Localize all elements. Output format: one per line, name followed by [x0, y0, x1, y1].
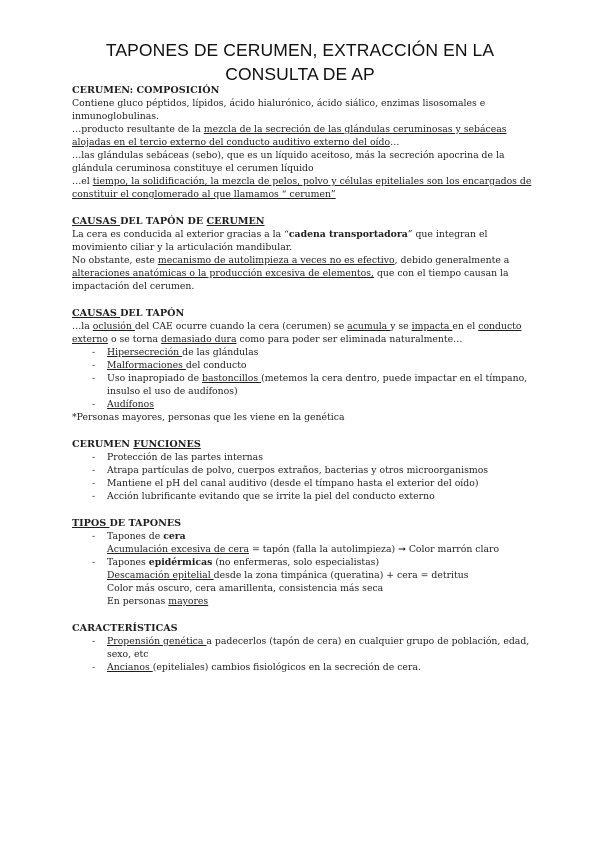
underlined-text: Acumulación excesiva de cera — [107, 544, 249, 555]
list-tipos — [72, 530, 532, 543]
list-caracteristicas — [72, 635, 532, 674]
underlined-text: mecanismo de autolimpieza a veces no es efectivo — [157, 255, 395, 266]
underlined-text: Malformaciones — [107, 360, 186, 371]
text-run: No obstante, este — [72, 255, 158, 266]
bold-text: epidérmicas — [148, 557, 213, 568]
text-run: (metemos la cera dentro, puede impactar en el tímpano, insulso el uso de audífonos) — [107, 373, 528, 397]
paragraph-composicion: Contiene gluco péptidos, lípidos, ácido hialurónico, ácido siálico, enzimas lisosomales e inmunoglobulinas. — [72, 98, 486, 122]
sub-line — [72, 543, 532, 556]
text-run: , debido generalmente a — [394, 255, 510, 266]
bold-text: cadena transportadora — [288, 229, 408, 240]
sub-line: Color más oscuro, cera amarillenta, consistencia más seca — [107, 583, 384, 594]
text-run: (epiteliales) cambios fisiológicos en la secreción de cera. — [152, 662, 421, 673]
underlined-text: bastoncillos — [202, 373, 262, 384]
list-item: - Acción lubrificante evitando que se irrite la piel del conducto externo — [72, 490, 532, 503]
text-run: Tapones — [107, 557, 149, 568]
text-run: = tapón (falla la autolimpieza) ➞ Color marrón claro — [249, 544, 500, 555]
heading-causas-tapon-cerumen — [72, 215, 532, 228]
paragraph-oclusion — [72, 320, 532, 346]
underlined-text: CAUSAS — [72, 216, 121, 227]
text-run: ” que integran el movimiento ciliar y la articulación mandibular. — [72, 229, 488, 253]
text-run: Tapones de — [107, 531, 164, 542]
text-run: Uso inapropiado de — [107, 373, 203, 384]
text-run: …producto resultante de la — [72, 124, 204, 135]
text-run: en el — [452, 321, 479, 332]
text-run: o se torna — [108, 334, 162, 345]
list-item: - Atrapa partículas de polvo, cuerpos extraños, bacterias y otros microorganismos — [72, 464, 532, 477]
paragraph-cadena — [72, 228, 532, 254]
text-run: La cera es conducida al exterior gracias a la “ — [72, 229, 289, 240]
underlined-text: Ancianos — [107, 662, 153, 673]
heading-caracteristicas: CARACTERÍSTICAS — [72, 623, 178, 634]
heading-composicion: CERUMEN: COMPOSICIÓN — [72, 85, 220, 96]
underlined-text: TIPOS — [72, 518, 110, 529]
text-run: …el — [72, 176, 93, 187]
list-item — [72, 346, 532, 359]
underlined-text: Descamación epitelial — [107, 570, 214, 581]
underlined-text: mayores — [168, 596, 209, 607]
list-item — [72, 359, 532, 372]
underlined-text: demasiado dura — [161, 334, 237, 345]
list-funciones — [72, 451, 532, 503]
underlined-text: tiempo, la solidificación, la mezcla de pelos, polvo y células epiteliales son los encargados de constituir el conglomerado al que llamamos “ cerumen” — [72, 176, 532, 200]
text-run: y se — [390, 321, 412, 332]
note-personas: *Personas mayores, personas que les viene en la genética — [72, 412, 345, 423]
underlined-text: conducto externo — [72, 321, 522, 345]
list-causas — [72, 346, 532, 411]
underlined-text: Propensión genética — [107, 636, 207, 647]
heading-causas-tapon — [72, 307, 532, 320]
list-item: - Mantiene el pH del canal auditivo (desde el tímpano hasta el exterior del oído) — [72, 477, 532, 490]
text-run: desde la zona timpánica (queratina) + cera = detritus — [213, 570, 469, 581]
document-title: TAPONES DE CERUMEN, EXTRACCIÓN EN LA CONSULTA DE AP — [105, 40, 495, 84]
underlined-text: impacta — [411, 321, 453, 332]
list-item — [72, 398, 532, 411]
underlined-text: FUNCIONES — [133, 439, 201, 450]
text-run: …la — [72, 321, 93, 332]
list-item — [72, 635, 532, 661]
underlined-text: acumula — [347, 321, 391, 332]
underlined-text: Hipersecreción — [107, 347, 183, 358]
paragraph-autolimpieza — [72, 254, 532, 293]
paragraph-tiempo — [72, 175, 532, 201]
text-run: que con el tiempo causan la impactación del cerumen. — [72, 268, 509, 292]
underlined-text: oclusión — [92, 321, 135, 332]
list-item: - Protección de las partes internas — [72, 451, 532, 464]
underlined-text: Audífonos — [107, 399, 155, 410]
text-run: DEL TAPÓN DE — [120, 216, 207, 227]
text-run: (no enfermeras, solo especialistas) — [212, 557, 380, 568]
text-run: CERUMEN — [72, 439, 134, 450]
heading-tipos — [72, 517, 532, 530]
underlined-text: CAUSAS — [72, 308, 121, 319]
underlined-text: CERUMEN — [206, 216, 265, 227]
text-run: del CAE ocurre cuando la cera (cerumen) se — [134, 321, 348, 332]
text-run: … — [390, 137, 400, 148]
list-item — [72, 661, 532, 674]
list-tipos-2 — [72, 556, 532, 569]
bold-text: cera — [163, 531, 186, 542]
text-run: de las glándulas — [182, 347, 259, 358]
list-item — [72, 556, 532, 569]
text-run: del conducto — [185, 360, 247, 371]
paragraph-sebaceas: …las glándulas sebáceas (sebo), que es un líquido aceitoso, más la secreción apocrina de la glándula ceruminosa constituye el cerumen líquido — [72, 150, 505, 174]
text-run: a padecerlos (tapón de cera) en cualquier grupo de población, edad, sexo, etc — [107, 636, 530, 660]
document-body — [72, 84, 532, 674]
text-run: DE TAPONES — [109, 518, 182, 529]
paragraph-producto — [72, 123, 532, 149]
text-run: como para poder ser eliminada naturalmente… — [236, 334, 463, 345]
underlined-text: mezcla de la secreción de las glándulas ceruminosas y sebáceas alojadas en el tercio externo del conducto auditivo externo del oído — [72, 124, 507, 148]
heading-funciones — [72, 438, 532, 451]
sub-line — [72, 569, 532, 582]
list-item — [72, 530, 532, 543]
underlined-text: alteraciones anatómicas o la producción excesiva de elementos, — [72, 268, 374, 279]
text-run: DEL TAPÓN — [120, 308, 185, 319]
text-run: En personas — [107, 596, 169, 607]
list-item — [72, 372, 532, 398]
sub-line — [72, 595, 532, 608]
